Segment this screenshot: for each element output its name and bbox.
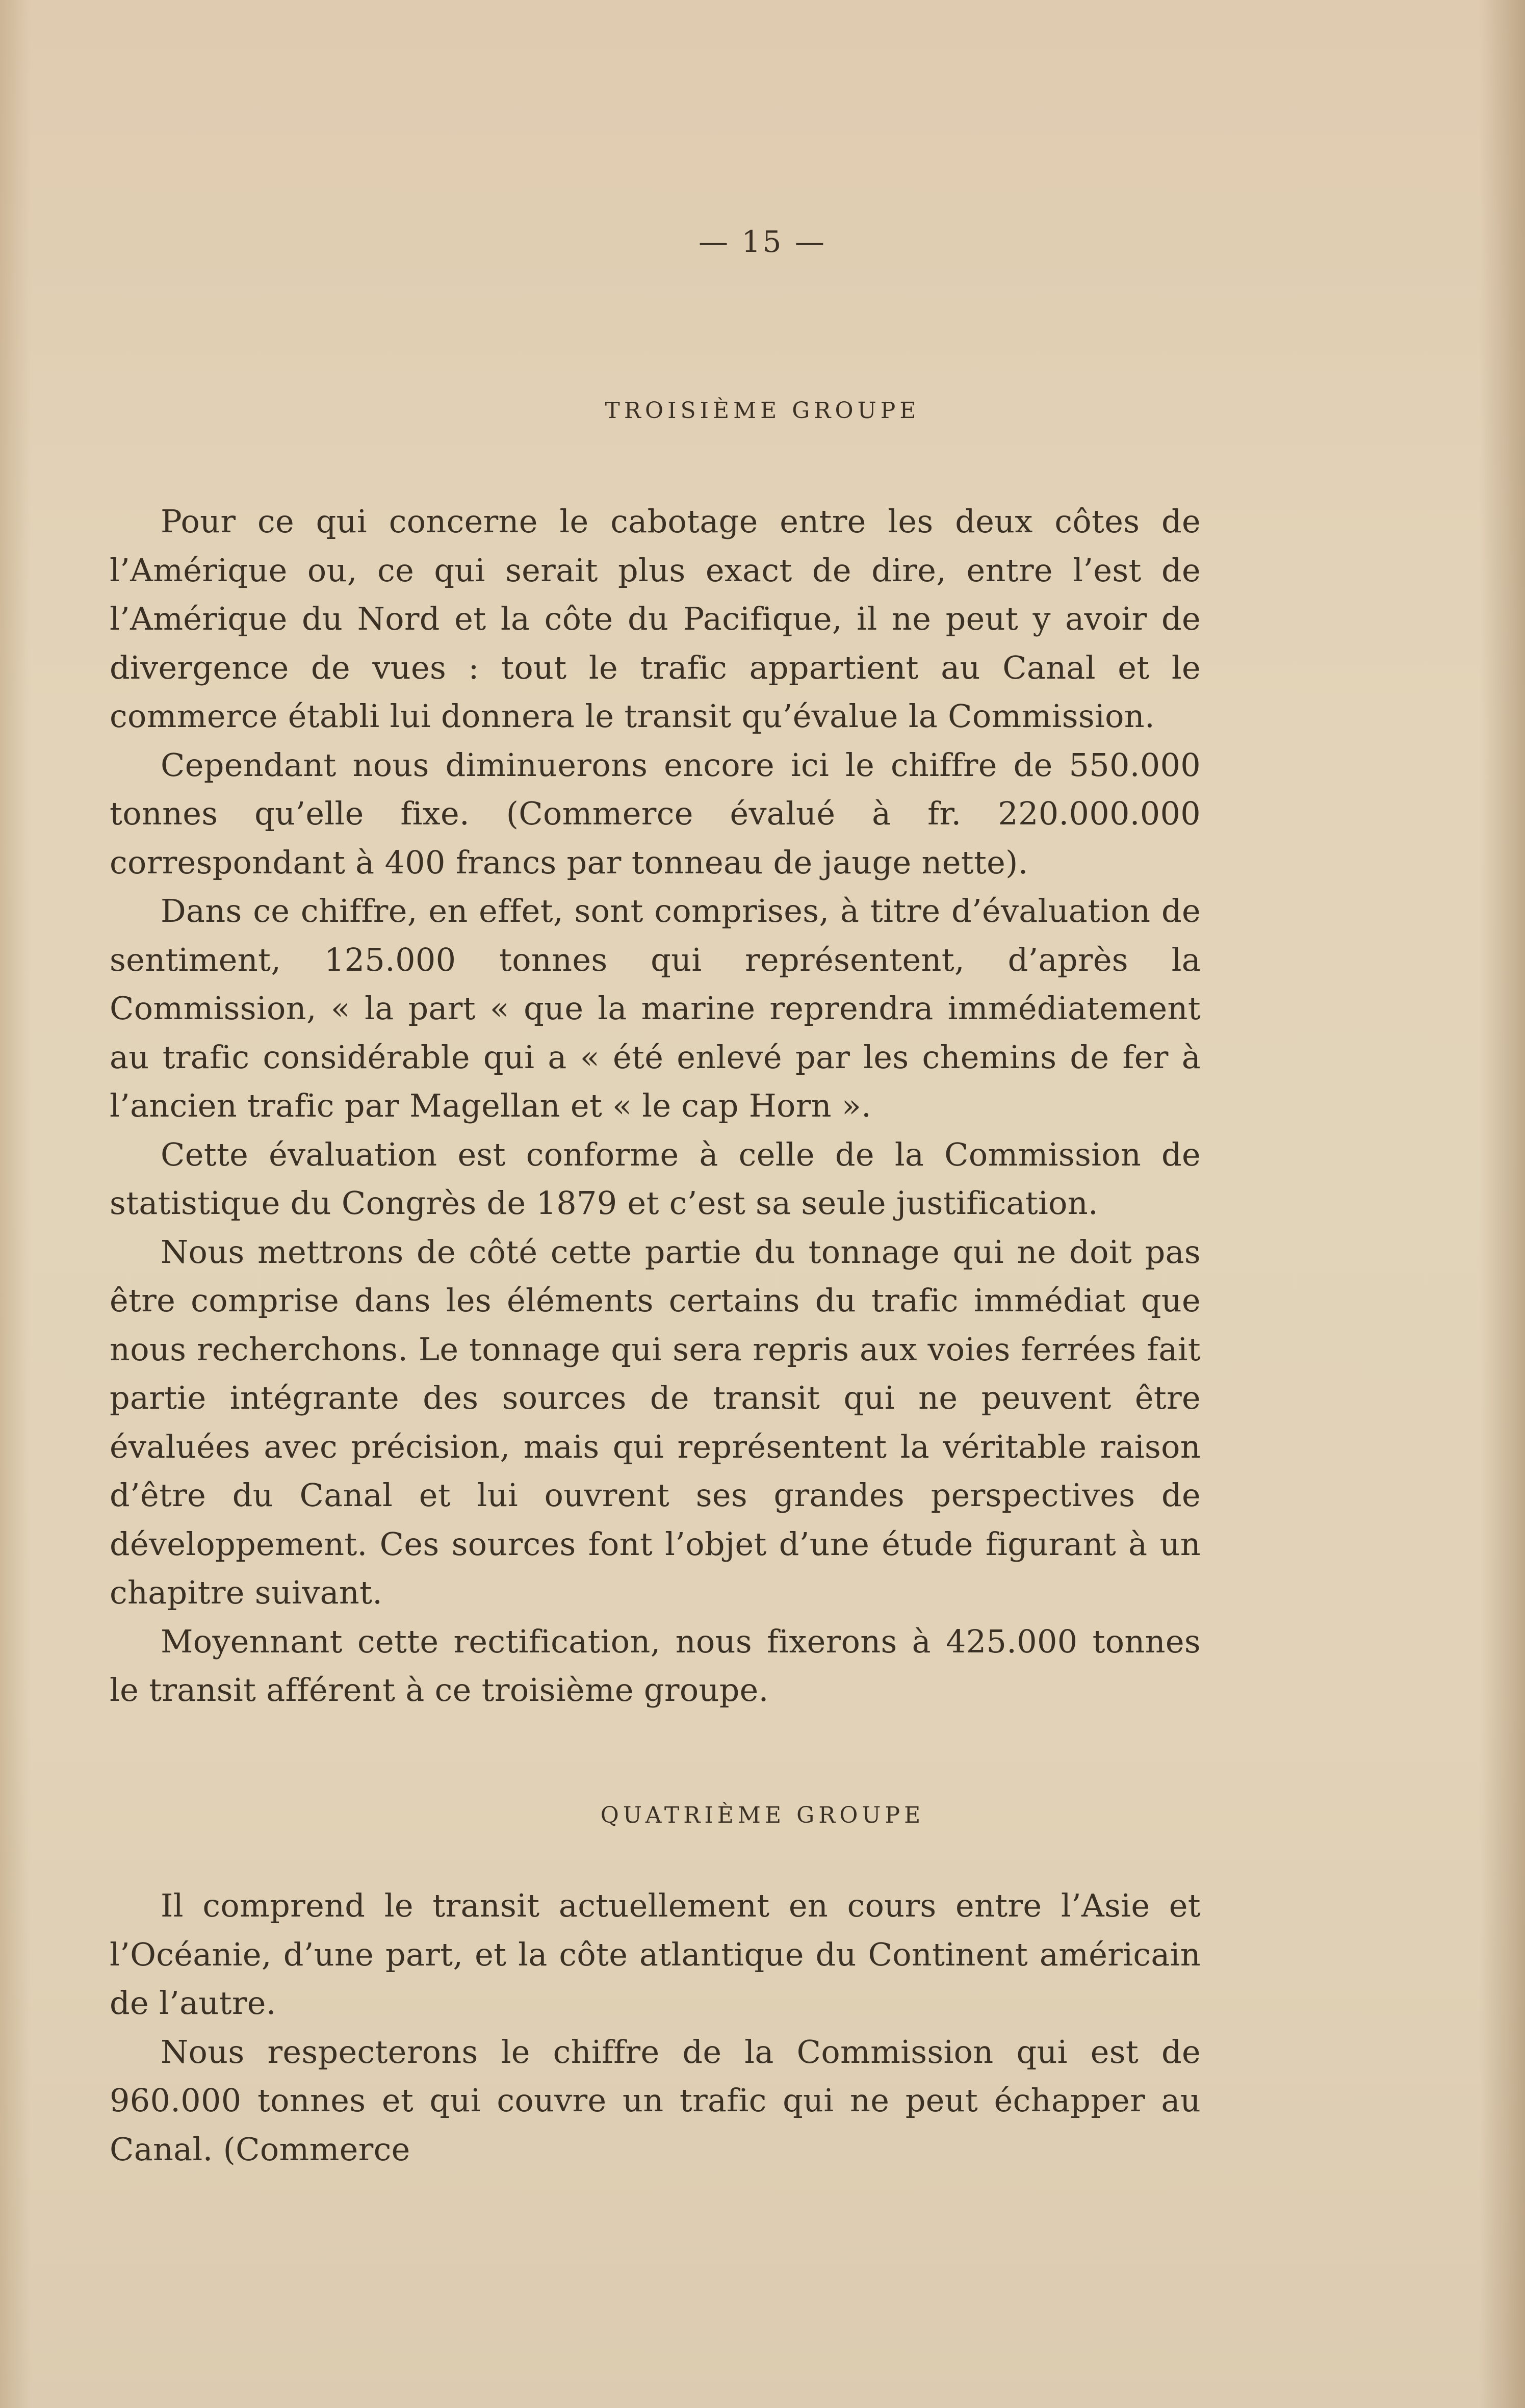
paragraph: Il comprend le transit actuellement en cours entre l’Asie et l’Océanie, d’une part, et la côte atlantique du Continent américain de l’autre.: [110, 1887, 1201, 2022]
section-body-quatrieme-groupe: [110, 1881, 1201, 2173]
paragraph: Cette évaluation est conforme à celle de la Commission de statistique du Congrès de 1879 et c’est sa seule justification.: [110, 1135, 1201, 1222]
section-body-troisieme-groupe: [110, 497, 1201, 1715]
paragraph: Nous respecterons le chiffre de la Commission qui est de 960.000 tonnes et qui couvre un trafic qui ne peut échapper au Canal. (Commerce: [110, 2033, 1201, 2168]
section-heading-troisieme-groupe: TROISIÈME GROUPE: [605, 398, 920, 424]
paragraph: Dans ce chiffre, en effet, sont comprises, à titre d’évaluation de sentiment, 125.000 tonnes qui représentent, d’après la Commission, « la part « que la marine reprendra immédiatement au trafic considérable qui a « été enlevé par les chemins de fer à l’ancien trafic par Magellan et « le cap Horn ».: [110, 892, 1201, 1124]
paragraph: Moyennant cette rectification, nous fixerons à 425.000 tonnes le transit afférent à ce troisième groupe.: [110, 1622, 1201, 1708]
paragraph: Cependant nous diminuerons encore ici le chiffre de 550.000 tonnes qu’elle fixe. (Commerce évalué à fr. 220.000.000 correspondant à 400 francs par tonneau de jauge nette).: [110, 746, 1201, 881]
section-heading-quatrieme-groupe: QUATRIÈME GROUPE: [600, 1802, 925, 1828]
paragraph: Nous mettrons de côté cette partie du tonnage qui ne doit pas être comprise dans les éléments certains du trafic immédiat que nous recherchons. Le tonnage qui sera repris aux voies ferrées fait partie intégrante des sources de transit qui ne peuvent être évaluées avec précision, mais qui représentent la véritable raison d’être du Canal et lui ouvrent ses grandes perspectives de développement. Ces sources font l’objet d’une étude figurant à un chapitre suivant.: [110, 1233, 1201, 1611]
paragraph: Pour ce qui concerne le cabotage entre les deux côtes de l’Amérique ou, ce qui serait plus exact de dire, entre l’est de l’Amérique du Nord et la côte du Pacifique, il ne peut y avoir de divergence de vues : tout le trafic appartient au Canal et le commerce établi lui donnera le transit qu’évalue la Commission.: [110, 503, 1201, 735]
page-number: — 15 —: [699, 224, 826, 259]
